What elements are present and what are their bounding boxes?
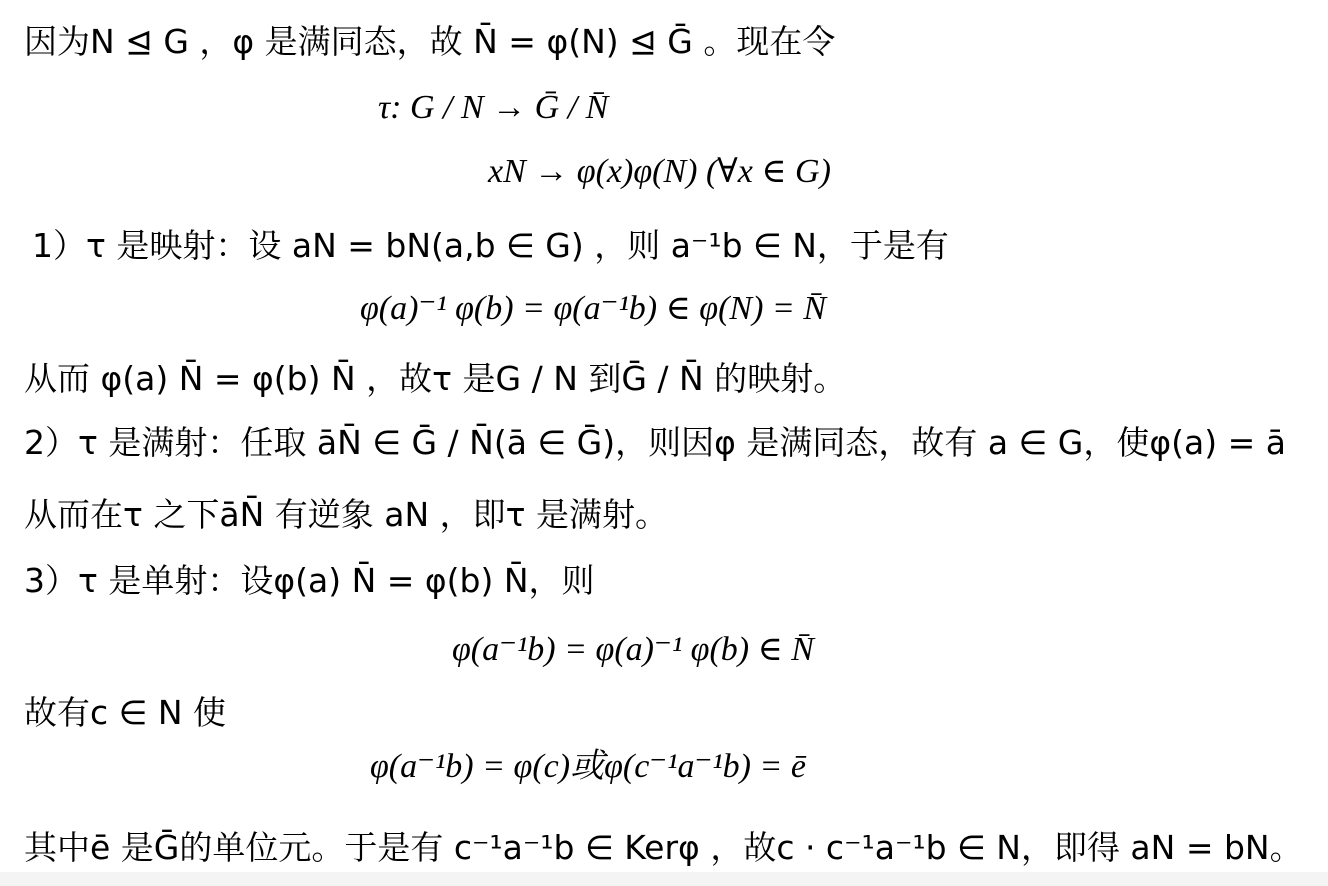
text-line-step2-conclusion: 从而在τ 之下āN̄ 有逆象 aN ，即τ 是满射。 <box>24 495 668 534</box>
text-line-1: 因为N ⊴ G ，φ 是满同态，故 N̄ = φ(N) ⊴ Ḡ 。现在令 <box>24 22 836 61</box>
text-line-step2: 2）τ 是满射：任取 āN̄ ∈ Ḡ / N̄(ā ∈ Ḡ)，则因φ 是满同态，故有 a ∈ G，使φ(a) = ā <box>24 423 1286 462</box>
text-line-step3: 3）τ 是单射：设φ(a) N̄ = φ(b) N̄，则 <box>24 561 595 600</box>
text-line-exists-c: 故有c ∈ N 使 <box>24 693 227 732</box>
formula-step1: φ(a)⁻¹ φ(b) = φ(a⁻¹b) ∈ φ(N) = N̄ <box>360 290 827 327</box>
text-line-step1: 1）τ 是映射：设 aN = bN(a,b ∈ G) ，则 a⁻¹b ∈ N，于是有 <box>32 226 949 265</box>
formula-tau-definition: τ: G / N → Ḡ / N̄ <box>378 89 609 126</box>
formula-step3-c: φ(a⁻¹b) = φ(c)或φ(c⁻¹a⁻¹b) = ē <box>370 748 806 785</box>
text-line-conclusion: 其中ē 是Ḡ的单位元。于是有 c⁻¹a⁻¹b ∈ Kerφ ，故c · c⁻¹a⁻¹b ∈ N，即得 aN = bN。 <box>24 828 1303 867</box>
formula-step3: φ(a⁻¹b) = φ(a)⁻¹ φ(b) ∈ N̄ <box>452 631 814 668</box>
bottom-edge <box>0 872 1328 886</box>
text-line-step1-conclusion: 从而 φ(a) N̄ = φ(b) N̄ ，故τ 是G / N 到Ḡ / N̄ 的映射。 <box>24 359 847 398</box>
formula-tau-mapping: xN → φ(x)φ(N) (∀x ∈ G) <box>488 153 831 190</box>
